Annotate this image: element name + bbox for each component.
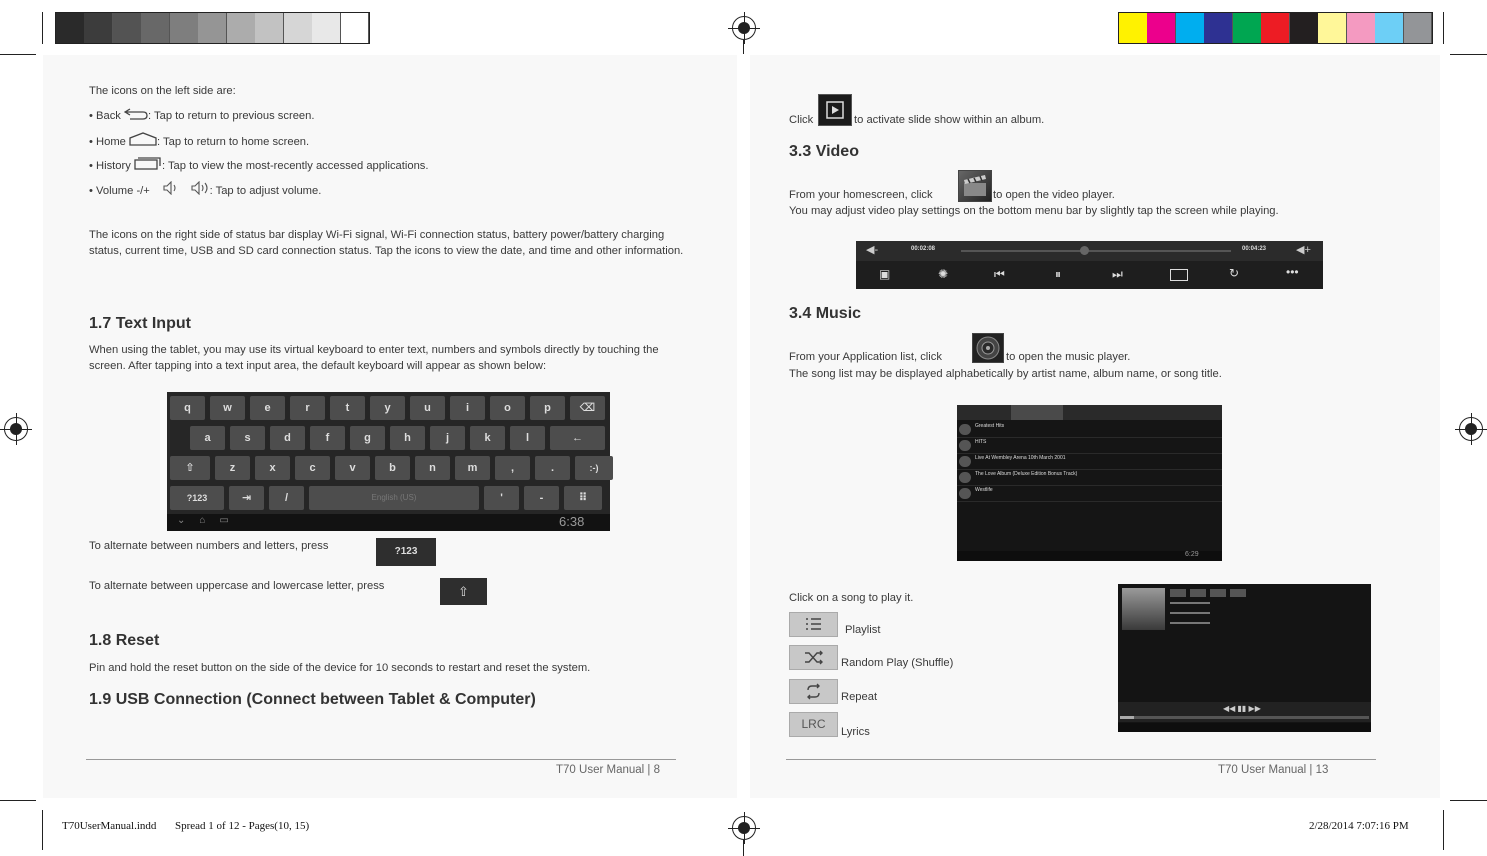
keyboard-key: d xyxy=(270,426,305,450)
keyboard-key: e xyxy=(250,396,285,420)
bullet-volume xyxy=(89,181,321,199)
registration-mark xyxy=(732,16,756,40)
keyboard-key: r xyxy=(290,396,325,420)
keyboard-key: a xyxy=(190,426,225,450)
keyboard-screenshot xyxy=(167,392,610,531)
color-swatch xyxy=(170,13,199,43)
more-icon: ••• xyxy=(1286,265,1299,279)
replay-icon: ↻ xyxy=(1229,266,1240,280)
album-title: Live At Wembley Arena 10th March 2001 xyxy=(975,455,1066,461)
keyboard-status-bar xyxy=(167,514,610,531)
color-swatch xyxy=(84,13,113,43)
bullet-history xyxy=(89,156,429,174)
volume-up-icon xyxy=(190,181,210,195)
video-controls-screenshot xyxy=(856,241,1323,289)
np-button xyxy=(1170,589,1186,597)
slug-date: 2/28/2014 7:07:16 PM xyxy=(1309,820,1409,832)
music-clock: 6:29 xyxy=(1185,551,1199,558)
keyboard-key: w xyxy=(210,396,245,420)
color-swatch xyxy=(1290,13,1319,43)
music-line-1b: to open the music player. xyxy=(1006,351,1131,363)
video-seek-track xyxy=(961,250,1231,252)
video-line-1b: to open the video player. xyxy=(993,189,1115,201)
tab-selected xyxy=(1011,405,1063,420)
album-list-item xyxy=(957,486,1222,502)
color-swatch xyxy=(1404,13,1433,43)
bullet-volume-label: • Volume -/+ xyxy=(89,185,150,197)
album-list-item xyxy=(957,470,1222,486)
previous-icon: ⏮ xyxy=(994,267,1005,281)
color-swatch xyxy=(1347,13,1376,43)
music-line-2: The song list may be displayed alphabetically by artist name, album name, or song title. xyxy=(789,368,1222,380)
keyboard-key: q xyxy=(170,396,205,420)
album-thumb xyxy=(959,456,971,467)
keyboard-key: ?123 xyxy=(170,486,224,510)
shuffle-label: Random Play (Shuffle) xyxy=(841,657,954,669)
process-color-bar xyxy=(1118,12,1433,44)
np-progress-fill xyxy=(1120,716,1134,719)
keyboard-key: n xyxy=(415,456,450,480)
album-thumb xyxy=(959,424,971,435)
registration-mark xyxy=(1459,417,1483,441)
keyboard-key: / xyxy=(269,486,304,510)
alt-numbers-text: To alternate between numbers and letters, press xyxy=(89,540,329,552)
color-swatch xyxy=(1318,13,1347,43)
np-button xyxy=(1210,589,1226,597)
volume-down-icon: ◀- xyxy=(866,244,879,256)
color-swatch xyxy=(1375,13,1404,43)
lyrics-label: Lyrics xyxy=(841,726,870,738)
shift-key-image: ⇧ xyxy=(440,578,487,605)
np-button xyxy=(1190,589,1206,597)
bullet-back xyxy=(89,108,314,124)
alt-case-text: To alternate between uppercase and lowercase letter, press xyxy=(89,580,385,592)
color-swatch xyxy=(312,13,341,43)
album-list-item xyxy=(957,438,1222,454)
album-thumb xyxy=(959,472,971,483)
video-progress-row xyxy=(856,241,1323,261)
bullet-history-text: : Tap to view the most-recently accessed applications. xyxy=(161,160,429,172)
shuffle-icon xyxy=(789,645,838,670)
color-swatch xyxy=(1204,13,1233,43)
playlist-label: Playlist xyxy=(845,624,881,636)
music-app-icon xyxy=(972,333,1004,363)
bullet-back-text: : Tap to return to previous screen. xyxy=(148,110,315,122)
video-time-start: 00:02:08 xyxy=(911,246,936,252)
video-app-icon xyxy=(958,170,992,202)
grayscale-color-bar xyxy=(55,12,370,44)
color-swatch xyxy=(255,13,284,43)
album-title: Westlife xyxy=(975,487,993,493)
keyboard-key: English (US) xyxy=(309,486,479,510)
bullet-back-label: • Back xyxy=(89,110,121,122)
section-34-title: 3.4 Music xyxy=(789,305,862,322)
keyboard-key: j xyxy=(430,426,465,450)
keyboard-key: ⇧ xyxy=(170,456,210,480)
footer-rule xyxy=(86,759,676,760)
keyboard-key: :-) xyxy=(575,456,613,480)
keyboard-key: s xyxy=(230,426,265,450)
crop-mark xyxy=(1443,12,1444,44)
slideshow-text-a: Click xyxy=(789,114,814,126)
repeat-label: Repeat xyxy=(841,691,878,703)
playlist-icon xyxy=(789,612,838,637)
lyrics-icon: LRC xyxy=(789,712,838,737)
section-33-title: 3.3 Video xyxy=(789,143,859,160)
color-swatch xyxy=(1119,13,1148,43)
keyboard-key: ⠿ xyxy=(564,486,602,510)
keyboard-key: z xyxy=(215,456,250,480)
np-progress xyxy=(1120,716,1369,719)
video-seek-handle xyxy=(1080,246,1089,255)
album-title: Greatest Hits xyxy=(975,423,1005,429)
music-tab-bar xyxy=(957,405,1222,420)
keyboard-key: u xyxy=(410,396,445,420)
color-swatch xyxy=(198,13,227,43)
registration-mark xyxy=(4,417,28,441)
np-track xyxy=(1170,622,1210,624)
album-list-screenshot xyxy=(957,405,1222,561)
color-swatch xyxy=(1147,13,1176,43)
section-17-body: When using the tablet, you may use its virtual keyboard to enter text, numbers and symbols directly by touching the screen. After tapping into a text input area, the default keyboard will appear as shown below: xyxy=(89,344,659,372)
album-thumb xyxy=(959,488,971,499)
repeat-icon xyxy=(789,679,838,704)
keyboard-key: t xyxy=(330,396,365,420)
color-swatch xyxy=(1233,13,1262,43)
keyboard-clock: 6:38 xyxy=(559,514,585,529)
slideshow-icon xyxy=(818,94,852,126)
color-swatch xyxy=(56,13,85,43)
keyboard-key: y xyxy=(370,396,405,420)
keyboard-key: x xyxy=(255,456,290,480)
registration-mark xyxy=(732,816,756,840)
now-playing-screenshot xyxy=(1118,584,1371,732)
keyboard-key: ' xyxy=(484,486,519,510)
keyboard-key: b xyxy=(375,456,410,480)
crop-mark xyxy=(1450,54,1487,55)
keyboard-key: f xyxy=(310,426,345,450)
color-swatch xyxy=(341,13,370,43)
album-list-item xyxy=(957,454,1222,470)
bullet-home-text: : Tap to return to home screen. xyxy=(156,136,310,148)
bookmark-icon: ▣ xyxy=(879,267,891,281)
history-icon xyxy=(134,156,162,170)
crop-mark xyxy=(0,54,36,55)
music-status-bar xyxy=(957,551,1222,561)
right-page-footer: T70 User Manual | 13 xyxy=(1218,764,1329,776)
next-icon: ⏭ xyxy=(1112,267,1123,281)
album-thumb xyxy=(959,440,971,451)
keyboard-key: l xyxy=(510,426,545,450)
keyboard-key: p xyxy=(530,396,565,420)
slug-spread: Spread 1 of 12 - Pages(10, 15) xyxy=(175,820,310,832)
crop-mark xyxy=(1443,810,1444,850)
keyboard-key: v xyxy=(335,456,370,480)
keyboard-key: ← xyxy=(550,426,605,450)
color-swatch xyxy=(1261,13,1290,43)
aspect-ratio-icon xyxy=(1170,269,1188,281)
slideshow-text-b: to activate slide show within an album. xyxy=(854,114,1045,126)
keyboard-key: m xyxy=(455,456,490,480)
bullet-history-label: • History xyxy=(89,160,131,172)
keyboard-key: . xyxy=(535,456,570,480)
bullet-home-label: • Home xyxy=(89,136,126,148)
section-19-title: 1.9 USB Connection (Connect between Tablet & Computer) xyxy=(89,691,536,708)
keyboard-key: g xyxy=(350,426,385,450)
np-track xyxy=(1170,602,1210,604)
color-swatch xyxy=(113,13,142,43)
np-status-bar xyxy=(1118,723,1371,732)
music-line-1a: From your Application list, click xyxy=(789,351,942,363)
keyboard-key: c xyxy=(295,456,330,480)
status-paragraph: The icons on the right side of status bar display Wi-Fi signal, Wi-Fi connection status, battery power/battery charging status, current time, USB and SD card connection status. Tap the icons to view the date, and time and other information. xyxy=(89,229,684,257)
keyboard-key: - xyxy=(524,486,559,510)
keyboard-key: h xyxy=(390,426,425,450)
video-time-end: 00:04:23 xyxy=(1242,246,1267,252)
home-icon xyxy=(129,132,157,146)
keyboard-key: ⇥ xyxy=(229,486,264,510)
np-controls-bar xyxy=(1118,702,1371,722)
keyboard-key: , xyxy=(495,456,530,480)
crop-mark xyxy=(1450,800,1487,801)
bullet-volume-text: : Tap to adjust volume. xyxy=(209,185,322,197)
album-art xyxy=(1122,588,1165,630)
video-button-row xyxy=(856,265,1323,287)
np-button xyxy=(1230,589,1246,597)
slideshow-line xyxy=(789,112,813,128)
crop-mark xyxy=(42,12,43,44)
crop-mark xyxy=(42,810,43,850)
color-swatch xyxy=(1176,13,1205,43)
color-swatch xyxy=(227,13,256,43)
album-title: HITS xyxy=(975,439,987,445)
keyboard-key: o xyxy=(490,396,525,420)
brightness-icon: ✺ xyxy=(938,267,949,281)
click-song-text: Click on a song to play it. xyxy=(789,592,914,604)
navigation-icons: ⌄⌂▭ xyxy=(177,515,243,526)
video-line-1a: From your homescreen, click xyxy=(789,189,933,201)
section-17-title: 1.7 Text Input xyxy=(89,315,191,332)
slug-file-name: T70UserManual.indd xyxy=(62,820,157,832)
video-line-2: You may adjust video play settings on the bottom menu bar by slightly tap the screen while playing. xyxy=(789,205,1279,217)
album-list-item xyxy=(957,422,1222,438)
color-swatch xyxy=(141,13,170,43)
pause-icon: ⏸ xyxy=(1055,267,1062,281)
numbers-key-image: ?123 xyxy=(376,538,436,566)
footer-rule xyxy=(786,759,1376,760)
section-18-body: Pin and hold the reset button on the side of the device for 10 seconds to restart and reset the system. xyxy=(89,662,591,674)
keyboard-key: k xyxy=(470,426,505,450)
icons-intro: The icons on the left side are: xyxy=(89,85,236,97)
section-18-title: 1.8 Reset xyxy=(89,632,160,649)
bullet-home xyxy=(89,132,309,150)
keyboard-key: i xyxy=(450,396,485,420)
np-play-controls: ◀◀ ▮▮ ▶▶ xyxy=(1223,704,1261,713)
album-title: The Love Album (Deluxe Edition Bonus Track) xyxy=(975,471,1078,477)
back-icon xyxy=(124,108,148,120)
color-swatch xyxy=(284,13,313,43)
volume-up-icon: ◀+ xyxy=(1296,244,1311,256)
left-page-footer: T70 User Manual | 8 xyxy=(556,764,660,776)
np-track xyxy=(1170,612,1210,614)
keyboard-key: ⌫ xyxy=(570,396,605,420)
volume-down-icon xyxy=(162,181,180,195)
crop-mark xyxy=(0,800,36,801)
